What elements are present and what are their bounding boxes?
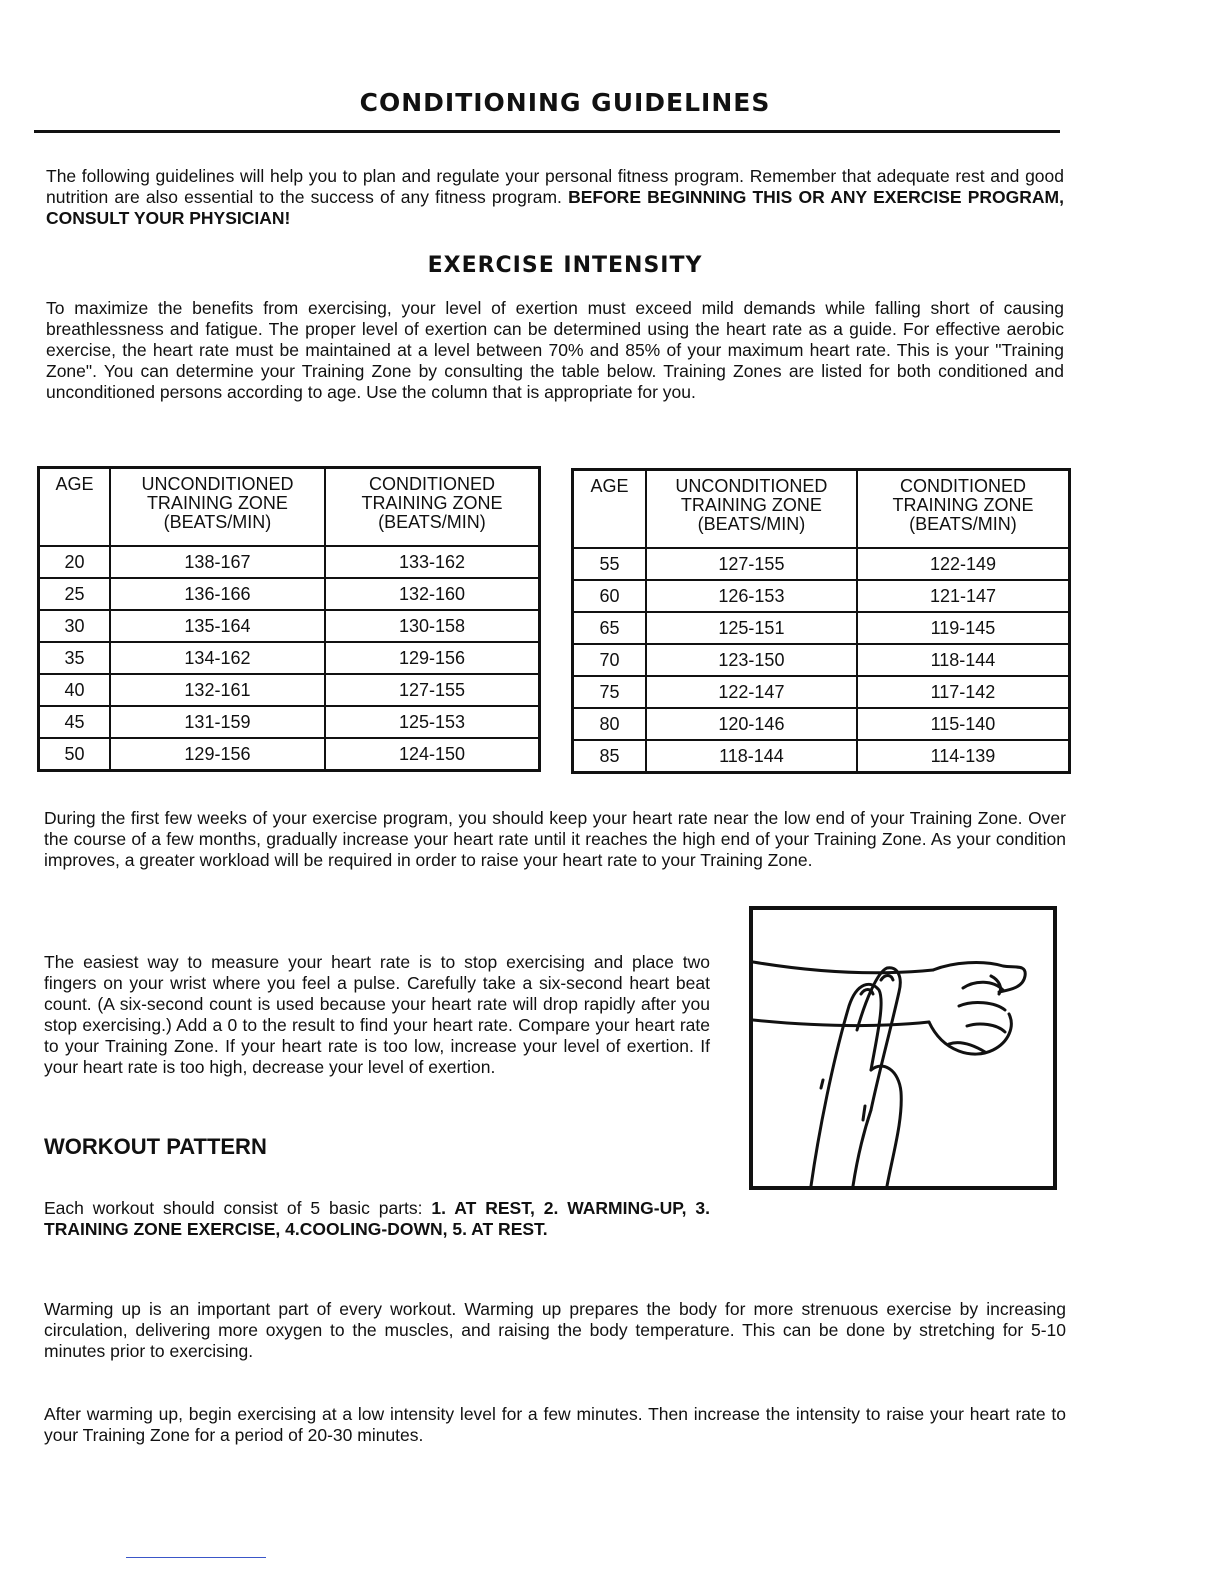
age-cell: 50: [39, 738, 110, 771]
table-row: [39, 578, 540, 610]
unconditioned-cell: 138-167: [110, 546, 325, 578]
age-cell: 80: [573, 708, 646, 740]
conditioned-cell: 115-140: [857, 708, 1070, 740]
workout-pattern-paragraph: [44, 1198, 710, 1240]
unconditioned-cell: 132-161: [110, 674, 325, 706]
workout-pattern-lead: Each workout should consist of 5 basic parts:: [44, 1198, 432, 1218]
age-cell: 30: [39, 610, 110, 642]
conditioned-cell: 119-145: [857, 612, 1070, 644]
conditioned-cell: 132-160: [325, 578, 540, 610]
table-header-row: [39, 468, 540, 547]
title-divider: [34, 130, 1060, 133]
age-cell: 35: [39, 642, 110, 674]
unconditioned-cell: 131-159: [110, 706, 325, 738]
age-cell: 40: [39, 674, 110, 706]
hand-wrist-pulse-icon: [753, 910, 1053, 1186]
conditioned-cell: 121-147: [857, 580, 1070, 612]
table-row: [39, 706, 540, 738]
unconditioned-cell: 118-144: [646, 740, 857, 773]
age-cell: 85: [573, 740, 646, 773]
unconditioned-cell: 134-162: [110, 642, 325, 674]
table-row: [573, 708, 1070, 740]
exercise-intensity-heading: EXERCISE INTENSITY: [427, 253, 703, 278]
age-cell: 55: [573, 548, 646, 580]
measure-heart-rate-paragraph: The easiest way to measure your heart rate is to stop exercising and place two fingers on your wrist where you feel a pulse. Carefully take a six-second heart beat count. (A six-second count is used because your heart rate will drop rapidly after you stop exercising.) Add a 0 to the result to find your heart rate. Compare your heart rate to your Training Zone. If your heart rate is too low, increase your level of exertion. If your heart rate is too high, decrease your level of exertion.: [44, 952, 710, 1077]
table-row: [573, 740, 1070, 773]
intro-warning: BEFORE BEGINNING THIS OR ANY EXERCISE PROGRAM, CONSULT YOUR PHYSICIAN!: [46, 187, 1064, 228]
unconditioned-cell: 126-153: [646, 580, 857, 612]
conditioned-cell: 118-144: [857, 644, 1070, 676]
table-row: [573, 580, 1070, 612]
training-zone-table-right: [571, 468, 1071, 774]
progress-paragraph: During the first few weeks of your exercise program, you should keep your heart rate near the low end of your Training Zone. Over the course of a few months, gradually increase your heart rate until it reaches the high end of your Training Zone. As your condition improves, a greater workload will be required in order to raise your heart rate to your Training Zone.: [44, 808, 1066, 870]
header-unconditioned: UNCONDITIONED TRAINING ZONE (BEATS/MIN): [110, 468, 325, 547]
table-row: [573, 644, 1070, 676]
pulse-check-illustration: [749, 906, 1057, 1190]
age-cell: 20: [39, 546, 110, 578]
age-cell: 75: [573, 676, 646, 708]
warming-up-paragraph: Warming up is an important part of every workout. Warming up prepares the body for more strenuous exercise by increasing circulation, delivering more oxygen to the muscles, and raising the body temperature. This can be done by stretching for 5-10 minutes prior to exercising.: [44, 1299, 1066, 1361]
table-row: [39, 610, 540, 642]
workout-pattern-parts: 1. AT REST, 2. WARMING-UP, 3. TRAINING ZONE EXERCISE, 4.COOLING-DOWN, 5. AT REST.: [44, 1198, 710, 1239]
header-conditioned: CONDITIONED TRAINING ZONE (BEATS/MIN): [325, 468, 540, 547]
header-age: AGE: [39, 468, 110, 547]
table-row: [39, 674, 540, 706]
exercise-intensity-paragraph: To maximize the benefits from exercising, your level of exertion must exceed mild demands while falling short of causing breathlessness and fatigue. The proper level of exertion can be determined using the heart rate as a guide. For effective aerobic exercise, the heart rate must be maintained at a level between 70% and 85% of your maximum heart rate. This is your "Training Zone". You can determine your Training Zone by consulting the table below. Training Zones are listed for both conditioned and unconditioned persons according to age. Use the column that is appropriate for you.: [46, 298, 1064, 402]
age-cell: 25: [39, 578, 110, 610]
conditioned-cell: 122-149: [857, 548, 1070, 580]
conditioned-cell: 127-155: [325, 674, 540, 706]
header-age: AGE: [573, 470, 646, 549]
unconditioned-cell: 135-164: [110, 610, 325, 642]
age-cell: 65: [573, 612, 646, 644]
training-period-paragraph: After warming up, begin exercising at a low intensity level for a few minutes. Then increase the intensity to raise your heart rate to your Training Zone for a period of 20-30 minutes.: [44, 1404, 1066, 1445]
conditioned-cell: 125-153: [325, 706, 540, 738]
unconditioned-cell: 125-151: [646, 612, 857, 644]
conditioned-cell: 129-156: [325, 642, 540, 674]
table-row: [39, 642, 540, 674]
unconditioned-cell: 136-166: [110, 578, 325, 610]
unconditioned-cell: 129-156: [110, 738, 325, 771]
age-cell: 45: [39, 706, 110, 738]
unconditioned-cell: 122-147: [646, 676, 857, 708]
header-conditioned: CONDITIONED TRAINING ZONE (BEATS/MIN): [857, 470, 1070, 549]
table-header-row: [573, 470, 1070, 549]
workout-pattern-heading: WORKOUT PATTERN: [44, 1134, 267, 1159]
conditioned-cell: 130-158: [325, 610, 540, 642]
unconditioned-cell: 120-146: [646, 708, 857, 740]
conditioned-cell: 124-150: [325, 738, 540, 771]
conditioned-cell: 133-162: [325, 546, 540, 578]
conditioned-cell: 117-142: [857, 676, 1070, 708]
unconditioned-cell: 123-150: [646, 644, 857, 676]
table-row: [39, 546, 540, 578]
age-cell: 70: [573, 644, 646, 676]
footer-rule: [126, 1557, 266, 1558]
age-cell: 60: [573, 580, 646, 612]
intro-text: The following guidelines will help you to plan and regulate your personal fitness program. Remember that adequate rest and good nutrition are also essential to the success of any fitness program.: [46, 166, 1064, 207]
table-row: [573, 612, 1070, 644]
unconditioned-cell: 127-155: [646, 548, 857, 580]
table-row: [39, 738, 540, 771]
page-title: CONDITIONING GUIDELINES: [359, 88, 771, 117]
table-row: [573, 676, 1070, 708]
conditioned-cell: 114-139: [857, 740, 1070, 773]
intro-paragraph: [46, 166, 1064, 229]
table-row: [573, 548, 1070, 580]
header-unconditioned: UNCONDITIONED TRAINING ZONE (BEATS/MIN): [646, 470, 857, 549]
training-zone-table-left: [37, 466, 541, 772]
